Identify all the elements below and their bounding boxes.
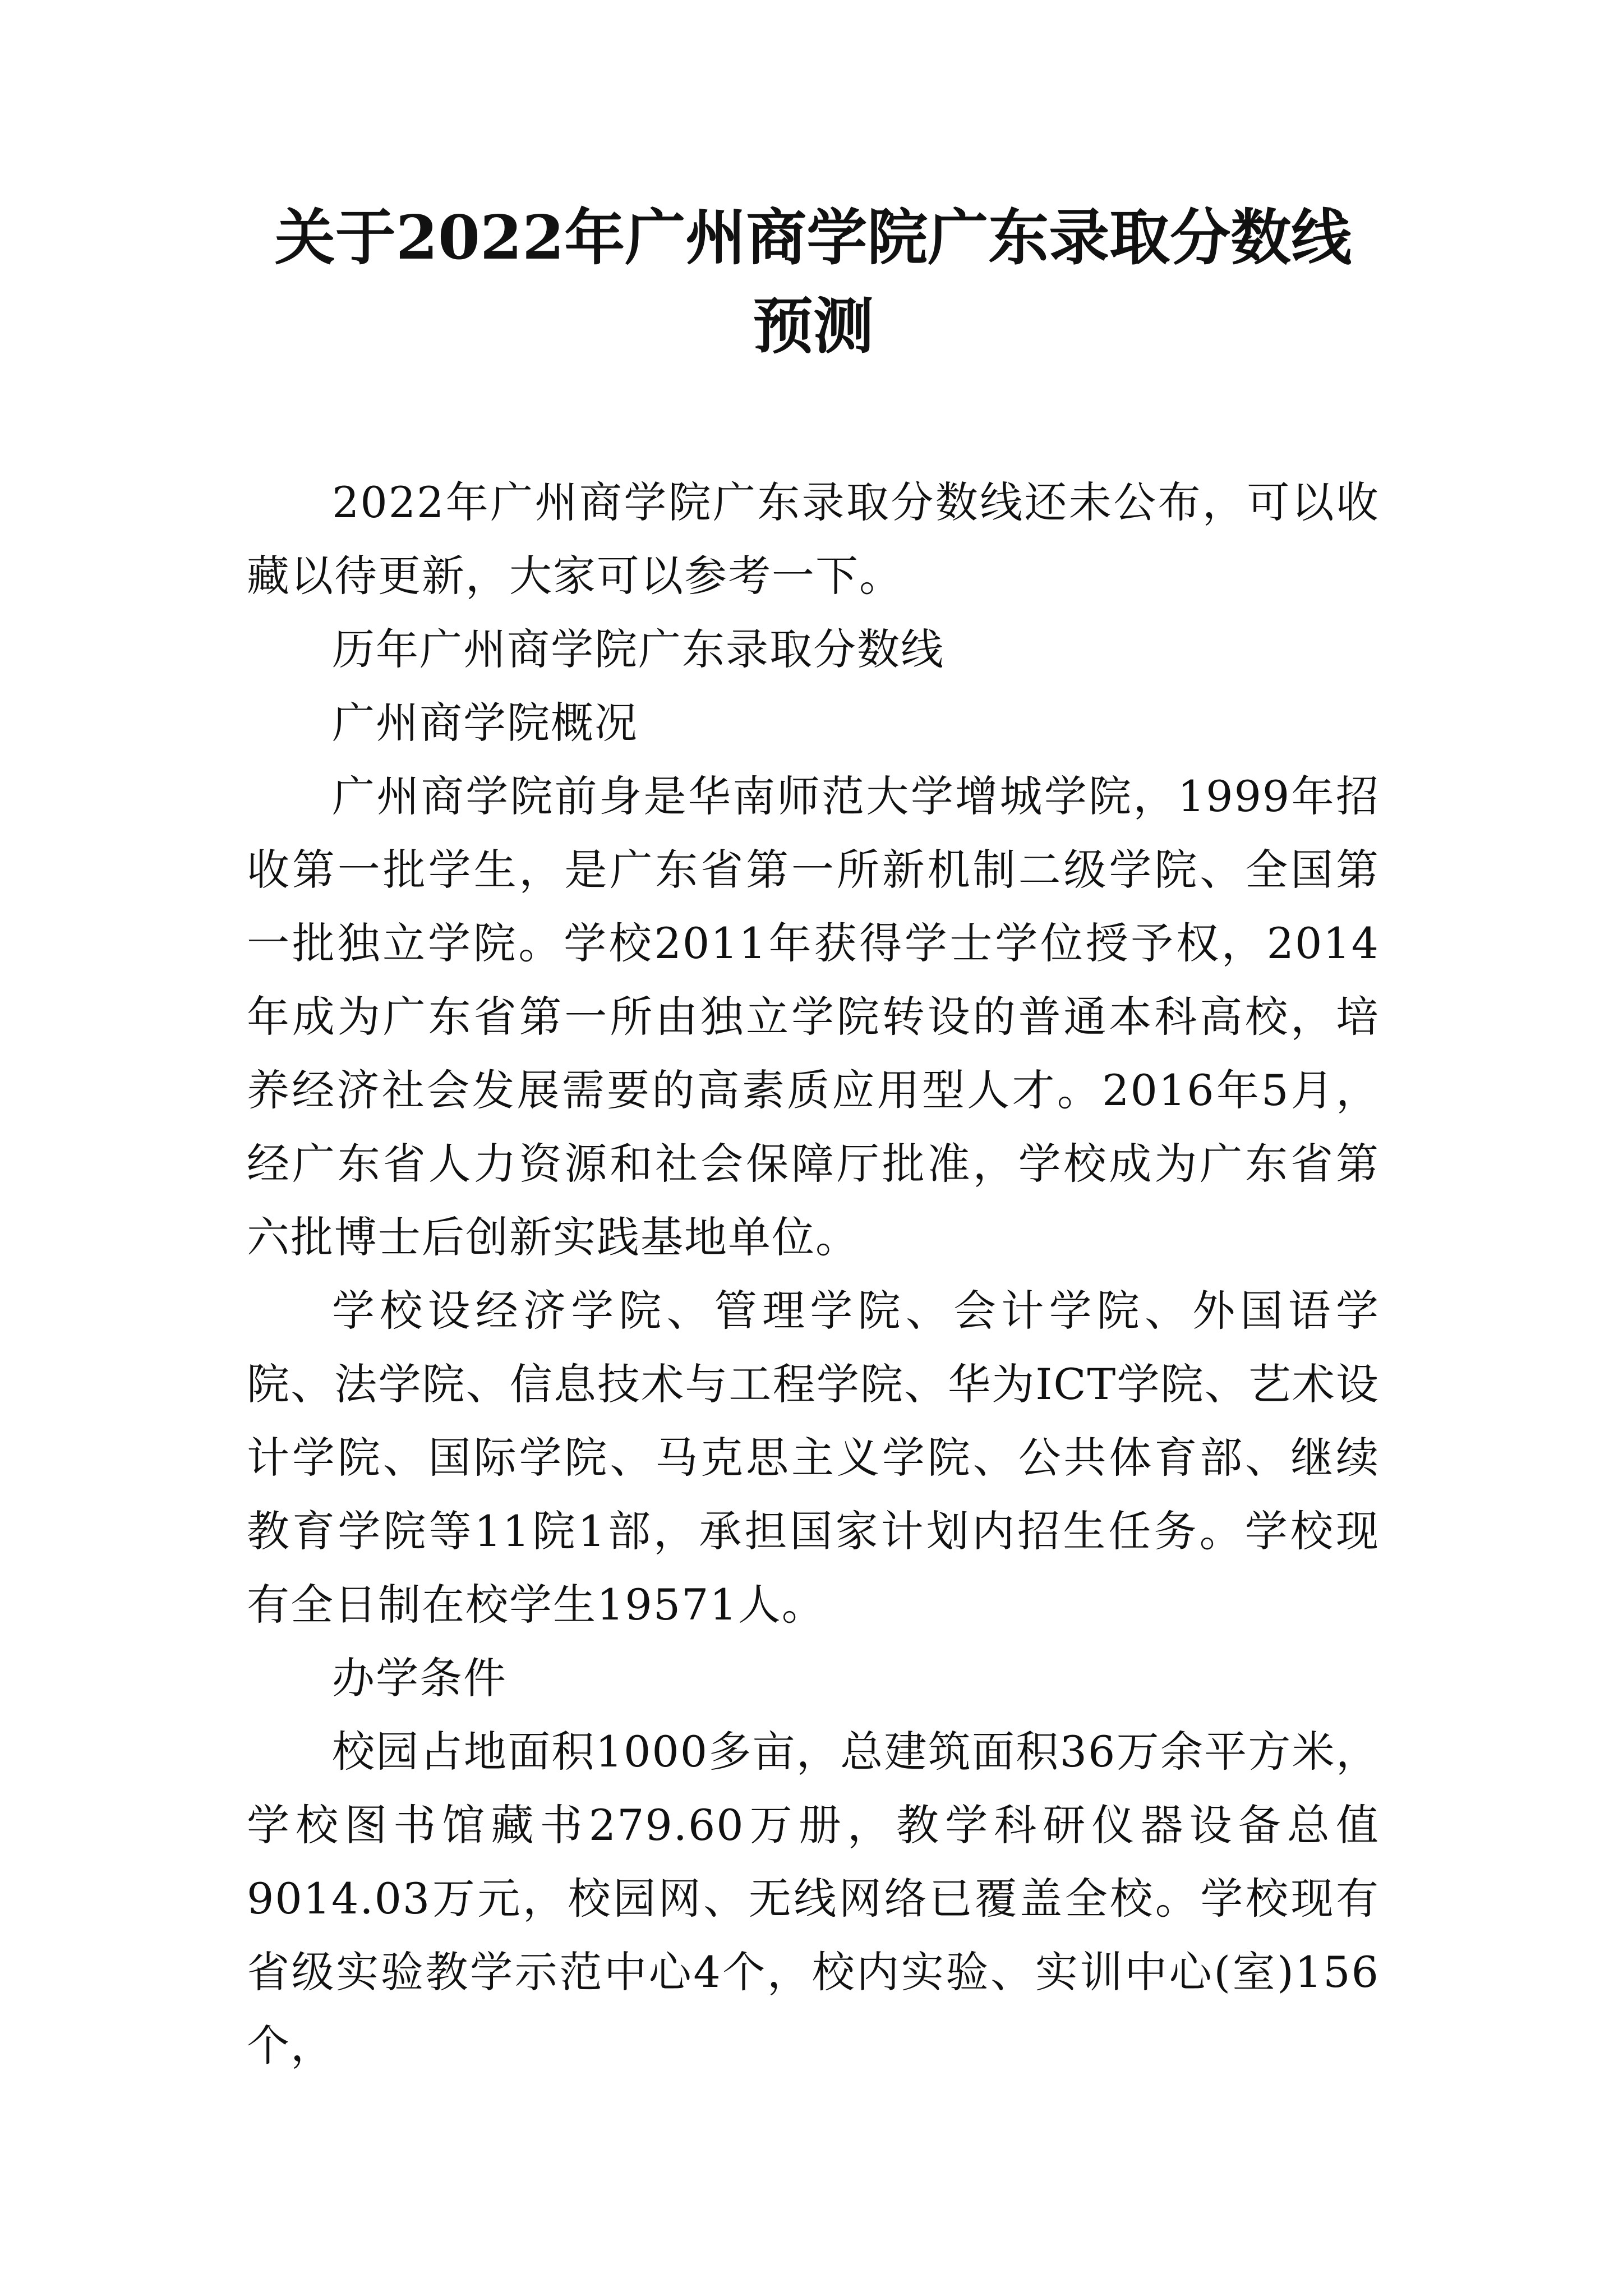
paragraph-overview-heading: 广州商学院概况 bbox=[332, 698, 638, 748]
paragraph-schools: 学校设经济学院、管理学院、会计学院、外国语学院、法学院、信息技术与工程学院、华为ICT学院、艺术设计学院、国际学院、马克思主义学院、公共体育部、继续教育学院等11院1部，承担国家计划内招生任务。学校现有全日制在校学生19571人。 bbox=[247, 1286, 1380, 1630]
paragraph-intro: 2022年广州商学院广东录取分数线还未公布，可以收藏以待更新，大家可以参考一下。 bbox=[247, 477, 1380, 601]
document-title: 关于2022年广州商学院广东录取分数线预测 bbox=[274, 203, 1352, 362]
paragraph-overview: 广州商学院前身是华南师范大学增城学院，1999年招收第一批学生，是广东省第一所新机制二级学院、全国第一批独立学院。学校2011年获得学士学位授予权，2014年成为广东省第一所由独立学院转设的普通本科高校，培养经济社会发展需要的高素质应用型人才。2016年5月，经广东省人力资源和社会保障厅批准，学校成为广东省第六批博士后创新实践基地单位。 bbox=[247, 771, 1380, 1262]
document-body bbox=[247, 466, 1380, 2082]
paragraph-conditions-heading: 办学条件 bbox=[332, 1653, 507, 1703]
paragraph-conditions: 校园占地面积1000多亩，总建筑面积36万余平方米，学校图书馆藏书279.60万册，教学科研仪器设备总值9014.03万元，校园网、无线网络已覆盖全校。学校现有省级实验教学示范中心4个，校内实验、实训中心(室)156个， bbox=[247, 1727, 1380, 2070]
paragraph-history-heading: 历年广州商学院广东录取分数线 bbox=[332, 624, 944, 674]
